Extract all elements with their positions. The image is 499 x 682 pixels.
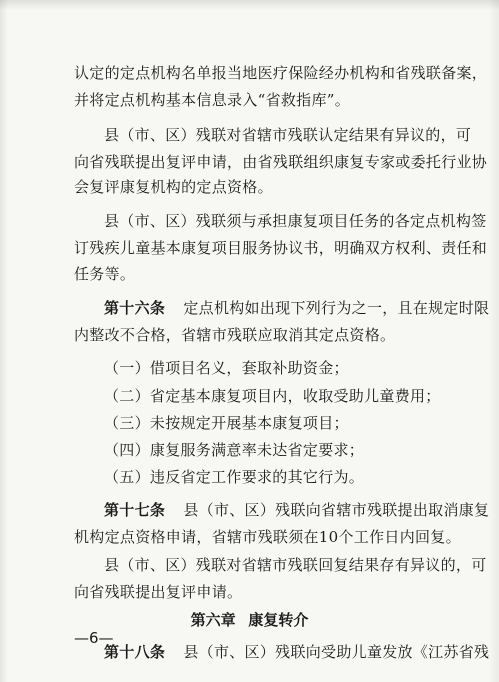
chapter-title: 康复转介	[248, 611, 309, 629]
paragraph-line: 机构定点资格申请，省辖市残联须在10个工作日内回复。	[74, 528, 461, 546]
article-text: 定点机构如出现下列行为之一，且在规定时限	[183, 299, 490, 317]
paragraph-line: 任务等。	[74, 265, 136, 283]
article-line	[104, 643, 489, 661]
article-text: 县（市、区）残联向受助儿童发放《江苏省残	[183, 643, 490, 661]
paragraph-line: 认定的定点机构名单报当地医疗保险经办机构和省残联备案，	[74, 64, 488, 82]
article-line	[104, 299, 489, 317]
paragraph-line: 向省残联提出复评申请。	[74, 583, 243, 601]
paragraph-line: 会复评康复机构的定点资格。	[74, 178, 273, 196]
article-line	[104, 501, 489, 519]
paragraph-line: 内整改不合格，省辖市残联应取消其定点资格。	[74, 326, 396, 344]
paragraph-line: 县（市、区）残联须与承担康复项目任务的各定点机构签	[104, 212, 487, 230]
paragraph-line: 县（市、区）残联对省辖市残联认定结果有异议的，可	[104, 126, 472, 144]
list-item: （四）康复服务满意率未达省定要求；	[104, 441, 365, 459]
paragraph-line: 订残疾儿童基本康复项目服务协议书，明确双方权利、责任和	[74, 239, 488, 257]
scan-shadow-top	[0, 0, 499, 10]
list-item: （五）违反省定工作要求的其它行为。	[104, 468, 365, 486]
list-item: （一）借项目名义，套取补助资金；	[104, 359, 349, 377]
list-item: （三）未按规定开展基本康复项目；	[104, 414, 349, 432]
article-heading: 第十七条	[104, 501, 166, 519]
list-item: （二）省定基本康复项目内，收取受助儿童费用；	[104, 387, 441, 405]
paragraph-line: 向省残联提出复评申请，由省残联组织康复专家或委托行业协	[74, 153, 488, 171]
chapter-heading	[0, 611, 499, 629]
scan-shadow-left	[0, 0, 8, 682]
scan-shadow-right	[489, 0, 499, 682]
page-number: —6—	[74, 629, 114, 647]
article-heading: 第十八条	[104, 643, 166, 661]
article-heading: 第十六条	[104, 299, 166, 317]
chapter-number: 第六章	[190, 611, 236, 629]
article-text: 县（市、区）残联向省辖市残联提出取消康复	[183, 501, 490, 519]
paragraph-line: 县（市、区）残联对省辖市残联回复结果存有异议的，可	[104, 556, 487, 574]
paragraph-line: 并将定点机构基本信息录入“省救指库”。	[74, 91, 351, 109]
